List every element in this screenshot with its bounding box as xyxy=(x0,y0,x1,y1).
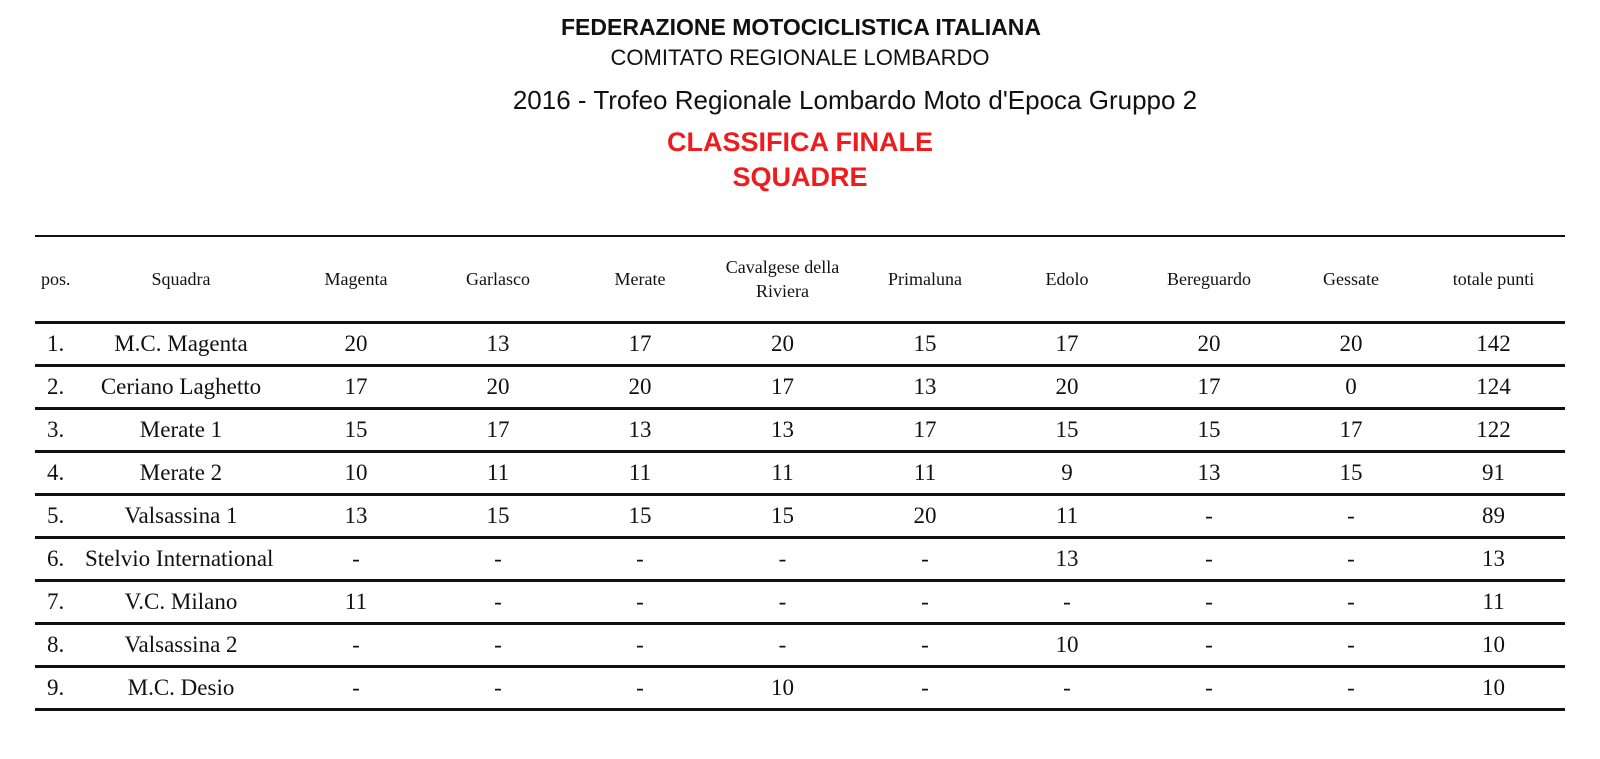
row-round-score: - xyxy=(1138,581,1280,624)
row-round-score: - xyxy=(1280,581,1422,624)
row-round-score: - xyxy=(854,581,996,624)
row-round-score: - xyxy=(569,667,711,710)
teams-title: SQUADRE xyxy=(732,162,868,192)
row-round-score: 15 xyxy=(1280,452,1422,495)
table-row xyxy=(35,624,1565,667)
row-round-score: 15 xyxy=(427,495,569,538)
row-round-score: 20 xyxy=(854,495,996,538)
row-team-name: Valsassina 1 xyxy=(77,495,285,538)
col-header-pos: pos. xyxy=(35,236,77,323)
col-header-round: Gessate xyxy=(1280,236,1422,323)
row-round-score: - xyxy=(711,581,854,624)
row-total-points: 13 xyxy=(1422,538,1565,581)
row-round-score: - xyxy=(285,624,427,667)
col-header-round: Magenta xyxy=(285,236,427,323)
row-round-score: 15 xyxy=(1138,409,1280,452)
row-round-score: - xyxy=(854,538,996,581)
row-round-score: - xyxy=(1280,624,1422,667)
row-team-name: Stelvio International xyxy=(77,538,285,581)
table-row xyxy=(35,366,1565,409)
row-round-score: - xyxy=(1138,495,1280,538)
row-round-score: 20 xyxy=(711,323,854,366)
row-round-score: 15 xyxy=(711,495,854,538)
row-round-score: 13 xyxy=(569,409,711,452)
row-round-score: - xyxy=(1280,495,1422,538)
col-header-round: Bereguardo xyxy=(1138,236,1280,323)
row-position: 2. xyxy=(35,366,77,409)
row-round-score: 11 xyxy=(285,581,427,624)
col-header-round: Merate xyxy=(569,236,711,323)
table-body xyxy=(35,323,1565,710)
row-position: 6. xyxy=(35,538,77,581)
table-row xyxy=(35,581,1565,624)
row-round-score: - xyxy=(711,624,854,667)
row-total-points: 10 xyxy=(1422,624,1565,667)
row-round-score: 17 xyxy=(427,409,569,452)
row-position: 3. xyxy=(35,409,77,452)
row-round-score: 11 xyxy=(854,452,996,495)
col-header-total: totale punti xyxy=(1422,236,1565,323)
row-round-score: 13 xyxy=(427,323,569,366)
table-row xyxy=(35,667,1565,710)
row-position: 4. xyxy=(35,452,77,495)
row-position: 9. xyxy=(35,667,77,710)
table-row xyxy=(35,495,1565,538)
row-round-score: 20 xyxy=(285,323,427,366)
row-round-score: 10 xyxy=(711,667,854,710)
row-round-score: - xyxy=(427,624,569,667)
row-position: 1. xyxy=(35,323,77,366)
row-round-score: 13 xyxy=(711,409,854,452)
row-round-score: - xyxy=(1280,538,1422,581)
row-round-score: 0 xyxy=(1280,366,1422,409)
row-round-score: - xyxy=(711,538,854,581)
row-round-score: 9 xyxy=(996,452,1138,495)
row-round-score: - xyxy=(996,581,1138,624)
row-round-score: - xyxy=(427,538,569,581)
trophy-title: 2016 - Trofeo Regionale Lombardo Moto d'Epoca Gruppo 2 xyxy=(512,85,1198,115)
row-round-score: 13 xyxy=(996,538,1138,581)
row-total-points: 89 xyxy=(1422,495,1565,538)
row-team-name: Merate 1 xyxy=(77,409,285,452)
row-round-score: 17 xyxy=(1138,366,1280,409)
row-round-score: 20 xyxy=(427,366,569,409)
row-team-name: V.C. Milano xyxy=(77,581,285,624)
row-round-score: 17 xyxy=(854,409,996,452)
row-round-score: 17 xyxy=(711,366,854,409)
row-round-score: 17 xyxy=(996,323,1138,366)
row-round-score: 20 xyxy=(1280,323,1422,366)
row-round-score: - xyxy=(854,624,996,667)
row-round-score: 20 xyxy=(996,366,1138,409)
row-round-score: - xyxy=(996,667,1138,710)
row-round-score: 15 xyxy=(854,323,996,366)
row-round-score: - xyxy=(569,581,711,624)
row-round-score: 11 xyxy=(711,452,854,495)
row-total-points: 124 xyxy=(1422,366,1565,409)
row-total-points: 142 xyxy=(1422,323,1565,366)
row-round-score: 13 xyxy=(1138,452,1280,495)
row-round-score: 11 xyxy=(427,452,569,495)
row-round-score: 10 xyxy=(996,624,1138,667)
row-round-score: 11 xyxy=(569,452,711,495)
row-round-score: 13 xyxy=(285,495,427,538)
row-total-points: 11 xyxy=(1422,581,1565,624)
row-round-score: 17 xyxy=(285,366,427,409)
col-header-round: Primaluna xyxy=(854,236,996,323)
row-round-score: - xyxy=(1138,624,1280,667)
row-round-score: - xyxy=(854,667,996,710)
row-round-score: 17 xyxy=(569,323,711,366)
table-row xyxy=(35,323,1565,366)
col-header-round: Cavalgese della Riviera xyxy=(711,236,854,323)
row-team-name: Valsassina 2 xyxy=(77,624,285,667)
row-round-score: - xyxy=(569,538,711,581)
row-round-score: 10 xyxy=(285,452,427,495)
row-round-score: - xyxy=(1138,538,1280,581)
final-standings-title: CLASSIFICA FINALE xyxy=(667,127,933,157)
row-round-score: - xyxy=(1138,667,1280,710)
row-round-score: - xyxy=(569,624,711,667)
row-round-score: 20 xyxy=(1138,323,1280,366)
col-header-team: Squadra xyxy=(77,236,285,323)
row-total-points: 122 xyxy=(1422,409,1565,452)
table-header xyxy=(35,236,1565,323)
row-team-name: Ceriano Laghetto xyxy=(77,366,285,409)
committee-subtitle: COMITATO REGIONALE LOMBARDO xyxy=(610,45,990,70)
row-team-name: M.C. Desio xyxy=(77,667,285,710)
federation-title: FEDERAZIONE MOTOCICLISTICA ITALIANA xyxy=(560,14,1042,40)
standings-table xyxy=(35,235,1565,711)
col-header-round: Edolo xyxy=(996,236,1138,323)
row-round-score: - xyxy=(427,581,569,624)
row-team-name: M.C. Magenta xyxy=(77,323,285,366)
table-row xyxy=(35,538,1565,581)
row-position: 7. xyxy=(35,581,77,624)
row-round-score: - xyxy=(285,538,427,581)
row-round-score: 13 xyxy=(854,366,996,409)
table-row xyxy=(35,409,1565,452)
row-total-points: 91 xyxy=(1422,452,1565,495)
row-round-score: 15 xyxy=(285,409,427,452)
row-round-score: 20 xyxy=(569,366,711,409)
row-position: 8. xyxy=(35,624,77,667)
row-position: 5. xyxy=(35,495,77,538)
row-round-score: 15 xyxy=(996,409,1138,452)
row-round-score: 15 xyxy=(569,495,711,538)
table-row xyxy=(35,452,1565,495)
col-header-round: Garlasco xyxy=(427,236,569,323)
row-round-score: - xyxy=(285,667,427,710)
row-team-name: Merate 2 xyxy=(77,452,285,495)
row-round-score: - xyxy=(1280,667,1422,710)
header-row xyxy=(35,236,1565,323)
row-round-score: - xyxy=(427,667,569,710)
row-round-score: 17 xyxy=(1280,409,1422,452)
row-total-points: 10 xyxy=(1422,667,1565,710)
row-round-score: 11 xyxy=(996,495,1138,538)
